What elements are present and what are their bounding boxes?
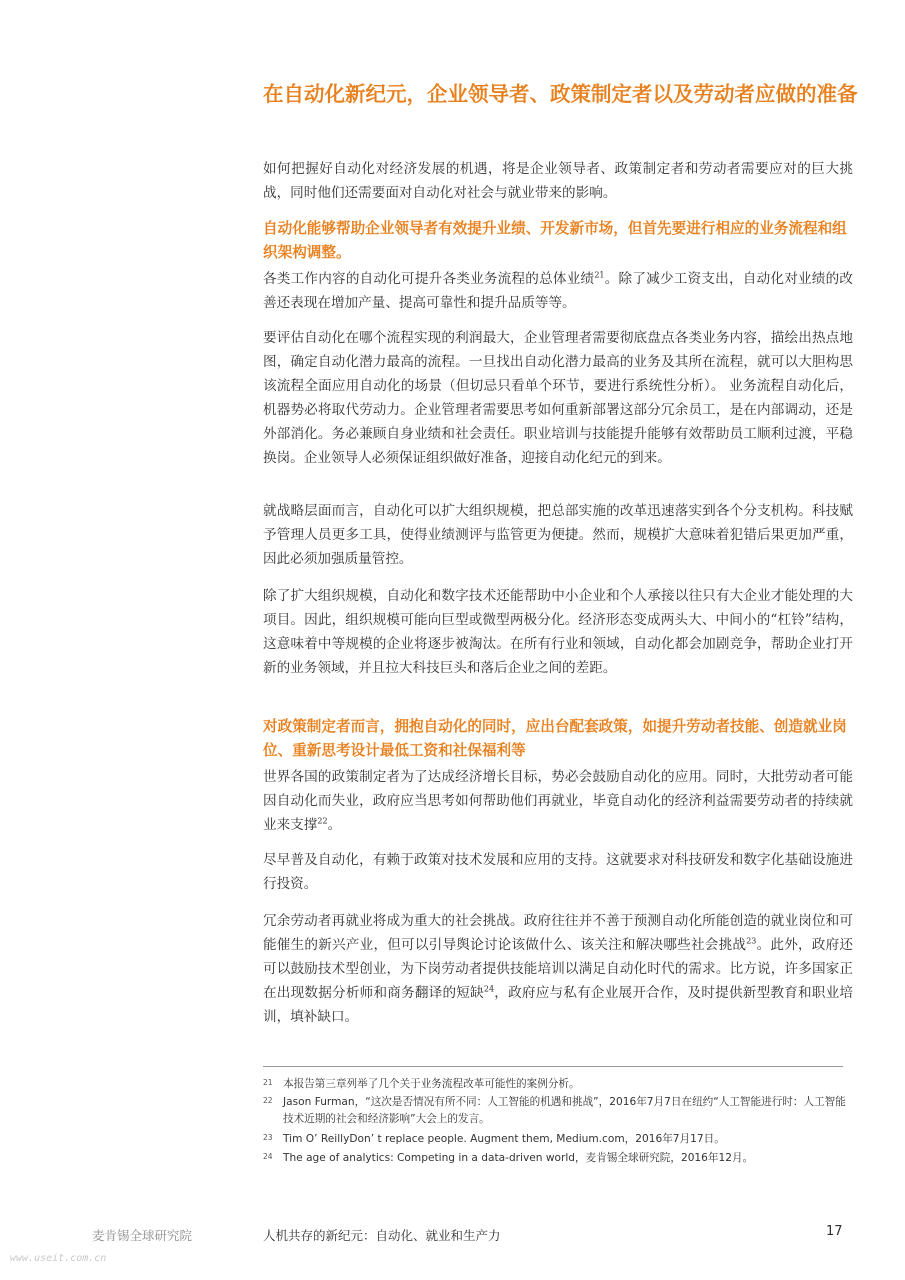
section2-paragraph-2: 尽早普及自动化，有赖于政策对技术发展和应用的支持。这就要求对科技研发和数字化基础设施进行投资。: [263, 852, 853, 892]
section1-p1-rest: 。除了减少工资支出，自动化对业绩的改善还表现在增加产量、提高可靠性和提升品质等等。: [263, 271, 854, 311]
footnote-number: 21: [263, 1078, 273, 1087]
section2-p3-c: ，政府应与私有企业展开合作，及时提供新型教育和职业培训，填补缺口。: [263, 985, 854, 1025]
footnote-text: Jason Furman，“这次是否情况有所不同：人工智能的机遇和挑战”，2016年7月7日在纽约“人工智能进行时：人工智能技术近期的社会和经济影响”大会上的发言。: [283, 1096, 846, 1125]
footnote-ref-23[interactable]: 23: [746, 936, 757, 946]
section1-paragraph-3: 就战略层面而言，自动化可以扩大组织规模，把总部实施的改革迅速落实到各个分支机构。科技赋予管理人员更多工具，使得业绩测评与监管更为便捷。然而，规模扩大意味着犯错后果更加严重，因此必须加强质量管控。: [263, 503, 853, 567]
footnote-text: The age of analytics: Competing in a data-driven world，麦肯锡全球研究院，2016年12月。: [283, 1152, 754, 1164]
section1-p1-text: 各类工作内容的自动化可提升各类业务流程的总体业绩: [263, 271, 595, 287]
footnote-ref-21[interactable]: 21: [594, 270, 605, 280]
footnote-23: [263, 1131, 848, 1148]
footnote-21: [263, 1076, 848, 1093]
footnote-text: Tim O’ ReillyDon’ t replace people. Augment them, Medium.com，2016年7月17日。: [283, 1133, 725, 1145]
section1-paragraph-1: [263, 267, 853, 315]
footer-organization: 麦肯锡全球研究院: [92, 1228, 193, 1243]
footnote-ref-24[interactable]: 24: [483, 984, 495, 994]
footnote-divider: [263, 1066, 843, 1067]
section1-heading: 自动化能够帮助企业领导者有效提升业绩、开发新市场，但首先要进行相应的业务流程和组织架构调整。: [263, 220, 847, 261]
section2-paragraph-3: [263, 909, 853, 1029]
footnote-number: 23: [263, 1133, 273, 1142]
watermark: www.useit.com.cn: [10, 1253, 107, 1264]
section2-paragraph-1: [263, 765, 853, 837]
footnote-number: 22: [263, 1096, 273, 1105]
page-title: 在自动化新纪元，企业领导者、政策制定者以及劳动者应做的准备: [263, 82, 858, 106]
footer-report-title: 人机共存的新纪元：自动化、就业和生产力: [263, 1228, 501, 1243]
section1-paragraph-2: 要评估自动化在哪个流程实现的利润最大，企业管理者需要彻底盘点各类业务内容，描绘出热点地图，确定自动化潜力最高的流程。一旦找出自动化潜力最高的业务及其所在流程，就可以大胆构思该流程全面应用自动化的场景（但切忌只看单个环节，要进行系统性分析）。 业务流程自动化后，机器势必将取代劳动力。企业管理者需要思考如何重新部署这部分冗余员工，是在内部调动，还是外部消化。务必兼顾自身业绩和社会责任。职业培训与技能提升能够有效帮助员工顺利过渡，平稳换岗。企业领导人必须保证组织做好准备，迎接自动化纪元的到来。: [263, 330, 853, 466]
footnote-ref-22[interactable]: 22: [317, 816, 328, 826]
section1-paragraph-4: 除了扩大组织规模，自动化和数字技术还能帮助中小企业和个人承接以往只有大企业才能处理的大项目。因此，组织规模可能向巨型或微型两极分化。经济形态变成两头大、中间小的“杠铃”结构，这意味着中等规模的企业将逐步被淘汰。在所有行业和领域，自动化都会加剧竞争，帮助企业打开新的业务领域，并且拉大科技巨头和落后企业之间的差距。: [263, 588, 853, 676]
footnote-24: [263, 1150, 848, 1167]
section2-p1-text: 世界各国的政策制定者为了达成经济增长目标，势必会鼓励自动化的应用。同时，大批劳动者可能因自动化而失业，政府应当思考如何帮助他们再就业，毕竟自动化的经济利益需要劳动者的持续就业来支撑: [263, 769, 853, 833]
section2-p1-rest: 。: [327, 817, 342, 833]
section2-p3-a: 冗余劳动者再就业将成为重大的社会挑战。政府往往并不善于预测自动化所能创造的就业岗位和可能催生的新兴产业，但可以引导舆论讨论该做什么、该关注和解决哪些社会挑战: [263, 913, 853, 953]
section2-p3-b: 。此外，政府还可以鼓励技术型创业，为下岗劳动者提供技能培训以满足自动化时代的需求。比方说，许多国家正在出现数据分析师和商务翻译的短缺: [263, 937, 854, 1001]
page-number: 17: [826, 1224, 843, 1239]
intro-paragraph: 如何把握好自动化对经济发展的机遇，将是企业领导者、政策制定者和劳动者需要应对的巨大挑战，同时他们还需要面对自动化对社会与就业带来的影响。: [263, 161, 853, 201]
footnote-number: 24: [263, 1152, 273, 1161]
section2-heading: 对政策制定者而言，拥抱自动化的同时，应出台配套政策，如提升劳动者技能、创造就业岗位、重新思考设计最低工资和社保福利等: [263, 718, 847, 759]
footnote-22: [263, 1094, 848, 1128]
footnote-text: 本报告第三章列举了几个关于业务流程改革可能性的案例分析。: [283, 1078, 580, 1090]
